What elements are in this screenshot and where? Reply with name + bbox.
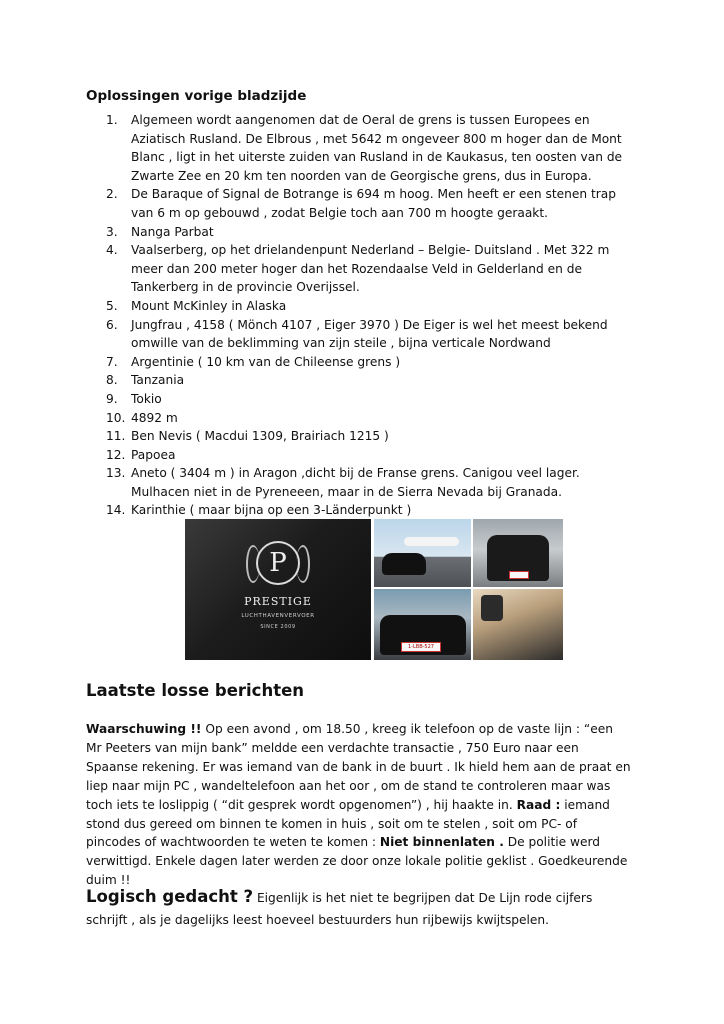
item-number: 3. bbox=[106, 224, 118, 239]
item-number: 2. bbox=[106, 187, 118, 202]
warning-text: Op een avond , om 18.50 , kreeg ik telefoon op de vaste lijn : “een Mr Peeters van mijn bank” meldde een verdachte transactie , 750 Euro naar een Spaanse rekening. Er was iemand van de bank in de buurt . Ik hield hem aan de praat en liep naar mijn PC , wandeltelefoon aan het oor , om de stand te controleren maar was toch iets te loslippig ( “dit gesprek wordt opgenomen”) , hij haakte in. bbox=[86, 722, 631, 812]
item-line: Tanzania bbox=[131, 373, 185, 388]
jet-shape bbox=[404, 537, 459, 546]
list-item bbox=[106, 501, 724, 520]
item-number: 4. bbox=[106, 243, 118, 258]
item-number: 9. bbox=[106, 391, 118, 406]
item-line: Vaalserberg, op het drielandenpunt Nederland – Belgie- Duitsland . Met 322 m bbox=[131, 243, 610, 258]
item-line: Blanc , ligt in het uiterste zuiden van Rusland in de Kaukasus, ten oosten van de bbox=[131, 150, 623, 165]
item-line: Aziatisch Rusland. De Elbrous , met 5642 m ongeveer 800 m hoger dan de Mont bbox=[131, 131, 622, 146]
item-line: Karinthie ( maar bijna op een 3-Länderpunkt ) bbox=[131, 503, 412, 518]
item-number: 11. bbox=[106, 429, 126, 444]
item-line: Ben Nevis ( Macdui 1309, Brairiach 1215 ) bbox=[131, 429, 389, 444]
item-line: van 6 m op gebouwd , zodat Belgie toch aan 700 m hoogte geraakt. bbox=[131, 205, 549, 220]
warning-paragraph bbox=[86, 720, 631, 890]
logic-text: Eigenlijk is het niet te begrijpen dat De Lijn rode cijfers schrijft , als je dagelijks leest hoeveel bestuurders hun rijbewijs kwijtspelen. bbox=[86, 891, 593, 927]
item-line: Aneto ( 3404 m ) in Aragon ,dicht bij de Franse grens. Canigou veel lager. bbox=[131, 466, 580, 481]
sedan-photo bbox=[374, 589, 471, 660]
license-plate bbox=[509, 571, 529, 579]
list-item bbox=[106, 241, 724, 297]
item-line: Algemeen wordt aangenomen dat de Oeral de grens is tussen Europees en bbox=[131, 113, 590, 127]
item-number: 13. bbox=[106, 466, 126, 481]
list-item bbox=[106, 464, 724, 501]
dont-open-label: Niet binnenlaten . bbox=[379, 835, 504, 850]
list-item bbox=[106, 185, 724, 222]
list-item bbox=[106, 371, 724, 390]
item-line: De Baraque of Signal de Botrange is 694 m hoog. Men heeft er een stenen trap bbox=[131, 187, 616, 202]
car-interior-photo bbox=[473, 589, 563, 660]
item-line: Jungfrau , 4158 ( Mönch 4107 , Eiger 3970 ) De Eiger is wel het meest bekend bbox=[131, 317, 608, 332]
van-photo bbox=[473, 519, 563, 587]
brand-name: PRESTIGE bbox=[244, 595, 312, 608]
item-number: 6. bbox=[106, 317, 118, 332]
item-line: Tokio bbox=[131, 391, 162, 406]
list-item bbox=[106, 223, 724, 242]
warning-text: De politie werd verwittigd. Enkele dagen later werden ze door onze lokale politie geklist . Goedkeurende duim !! bbox=[86, 835, 628, 888]
item-number: 7. bbox=[106, 354, 118, 369]
sedan-license-plate: 1-LBB-527 bbox=[401, 642, 441, 652]
list-item bbox=[106, 316, 724, 353]
news-heading: Laatste losse berichten bbox=[86, 681, 305, 700]
item-line: omwille van de beklimming van zijn steile , bijna verticale Nordwand bbox=[131, 336, 551, 351]
list-item bbox=[106, 427, 724, 446]
advice-label: Raad : bbox=[516, 797, 561, 812]
item-line: meer dan 200 meter hoger dan het Rozendaalse Veld in Gelderland en de bbox=[131, 261, 582, 276]
logic-heading: Logisch gedacht ? bbox=[86, 887, 254, 906]
list-item bbox=[106, 297, 724, 316]
item-line: Argentinie ( 10 km van de Chileense grens ) bbox=[131, 354, 401, 369]
jet-and-car-photo bbox=[374, 519, 471, 587]
car-shape bbox=[382, 553, 426, 575]
item-line: 4892 m bbox=[131, 410, 178, 425]
item-number: 14. bbox=[106, 503, 126, 518]
warning-label: Waarschuwing !! bbox=[86, 722, 202, 736]
item-line: Mulhacen niet in de Pyreneeen, maar in de Sierra Nevada bij Granada. bbox=[131, 484, 562, 499]
list-item bbox=[106, 390, 724, 409]
item-number: 1. bbox=[106, 113, 118, 127]
item-line: Nanga Parbat bbox=[131, 224, 214, 239]
list-item bbox=[106, 111, 724, 185]
item-number: 8. bbox=[106, 373, 118, 388]
warning-text: iemand stond dus gereed om binnen te komen in huis , soit om te stelen , soit om PC- of pincodes of wachtwoorden te weten te komen : bbox=[86, 797, 610, 850]
item-number: 5. bbox=[106, 298, 118, 313]
list-item bbox=[106, 409, 724, 428]
item-number: 10. bbox=[106, 410, 126, 425]
prestige-logo-icon: P bbox=[256, 541, 300, 585]
list-item bbox=[106, 446, 724, 465]
solutions-title: Oplossingen vorige bladzijde bbox=[86, 88, 307, 104]
brand-since: SINCE 2009 bbox=[260, 624, 296, 630]
solutions-list bbox=[0, 111, 724, 520]
item-line: Papoea bbox=[131, 447, 176, 462]
window-shape bbox=[481, 595, 503, 621]
item-line: Zwarte Zee en 20 km ten noorden van de Georgische grens, dus in Europa. bbox=[131, 168, 592, 183]
brand-subtitle: LUCHTHAVENVERVOER bbox=[241, 613, 315, 619]
item-line: Tankerberg in de provincie Overijssel. bbox=[131, 280, 360, 295]
list-item bbox=[106, 353, 724, 372]
logic-paragraph bbox=[86, 886, 631, 931]
prestige-banner-image bbox=[185, 519, 563, 660]
item-number: 12. bbox=[106, 447, 126, 462]
item-line: Mount McKinley in Alaska bbox=[131, 298, 287, 313]
prestige-logo-panel bbox=[185, 519, 371, 660]
